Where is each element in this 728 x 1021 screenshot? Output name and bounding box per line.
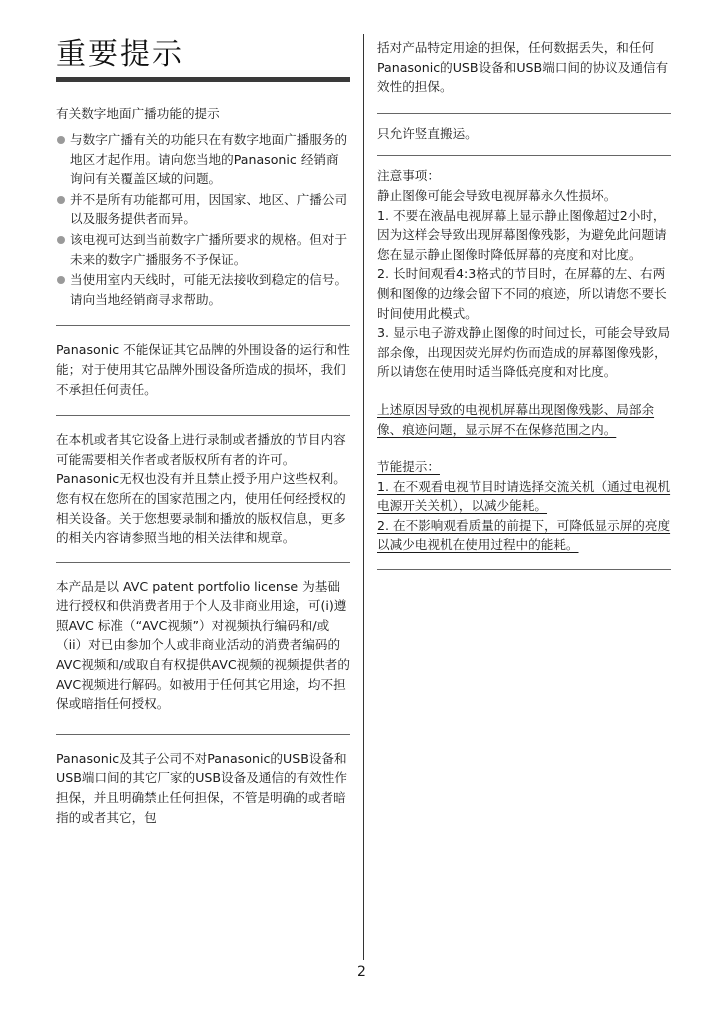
bullet-dot-icon (57, 236, 65, 244)
section-divider (56, 562, 350, 563)
section-divider (56, 325, 350, 326)
page-title: 重要提示 (56, 37, 184, 72)
title-underline-bar (56, 77, 350, 82)
usb-disclaimer-continued: 括对产品特定用途的担保，任何数据丢失，和任何Panasonic的USB设备和USB端口间的协议及通信有效性的担保。 (377, 40, 669, 95)
bullet-dot-icon (57, 276, 65, 284)
left-column (56, 36, 350, 827)
bullet-text: 该电视可达到当前数字广播所要求的规格。但对于未来的数字广播服务不予保证。 (70, 231, 348, 267)
section-divider (377, 155, 671, 156)
peripherals-paragraph: Panasonic 不能保证其它品牌的外围设备的运行和性能；对于使用其它品牌外围设备所造成的损坏，我们不承担任何责任。 (56, 342, 350, 397)
notice-item: 2. 长时间观看4:3格式的节目时，在屏幕的左、右两侧和图像的边缘会留下不同的痕迹，所以请您不要长时间使用此模式。 (377, 266, 667, 321)
list-item (56, 270, 350, 309)
page-number: 2 (357, 964, 366, 980)
section-divider (56, 415, 350, 416)
energy-item: 1. 在不观看电视节目时请选择交流关机（通过电视机电源开关关机），以减少能耗。 (377, 478, 671, 514)
column-divider (363, 34, 364, 960)
energy-title: 节能提示： (377, 459, 440, 475)
section-divider (377, 569, 671, 570)
energy-item: 2. 在不影响观看质量的前提下，可降低显示屏的亮度以减少电视机在使用过程中的能耗。 (377, 517, 671, 553)
energy-section (377, 457, 671, 555)
bullet-dot-icon (57, 196, 65, 204)
list-item (56, 230, 350, 269)
notice-item: 1. 不要在液晶电视屏幕上显示静止图像超过2小时，因为这样会导致出现屏幕图像残影，为避免此问题请您在显示静止图像时降低屏幕的亮度和对比度。 (377, 207, 667, 262)
bullet-dot-icon (57, 136, 65, 144)
dtv-heading: 有关数字地面广播功能的提示 (56, 106, 220, 121)
notice-section (377, 166, 671, 382)
list-item (56, 130, 350, 189)
usb-disclaimer-paragraph: Panasonic及其子公司不对Panasonic的USB设备和USB端口间的其它厂家的USB设备及通信的有效性作担保，并且明确禁止任何担保，不管是明确的或者暗指的或者其它，包 (56, 750, 347, 825)
transport-note: 只允许竖直搬运。 (377, 125, 478, 141)
list-item (56, 190, 350, 229)
dtv-bullet-list (56, 130, 350, 309)
bullet-text: 并不是所有功能都可用，因国家、地区、广播公司以及服务提供者而异。 (70, 191, 348, 227)
section-divider (377, 113, 671, 114)
avc-license-paragraph: 本产品是以 AVC patent portfolio license 为基础进行授权和供消费者用于个人及非商业用途，可(i)遵照AVC 标准（“AVC视频”）对视频执行编码和/或（ii）对已由参加个人或非商业活动的消费者编码的AVC视频和/或取自有权提供AVC视频的视频提供者的AVC视频进行解码。如被用于任何其它用途，均不担保或暗指任何授权。 (56, 578, 350, 712)
notice-intro: 静止图像可能会导致电视屏幕永久性损坏。 (377, 187, 617, 203)
recording-rights-paragraph: 在本机或者其它设备上进行录制或者播放的节目内容可能需要相关作者或者版权所有者的许可。Panasonic无权也没有并且禁止授予用户这些权利。您有权在您所在的国家范围之内，使用任何经授权的相关设备。关于您想要录制和播放的版权信息，更多的相关内容请参照当地的相关法律和规章。 (56, 432, 346, 546)
warranty-exclusion-note: 上述原因导致的电视机屏幕出现图像残影、局部余像、痕迹问题，显示屏不在保修范围之内。 (377, 401, 655, 437)
notice-title: 注意事项： (377, 168, 440, 184)
bullet-text: 当使用室内天线时，可能无法接收到稳定的信号。请向当地经销商寻求帮助。 (70, 272, 348, 307)
bullet-text: 与数字广播有关的功能只在有数字地面广播服务的地区才起作用。请向您当地的Panasonic 经销商询问有关覆盖区域的问题。 (70, 132, 348, 187)
notice-item: 3. 显示电子游戏静止图像的时间过长，可能会导致局部余像，出现因荧光屏灼伤而造成的屏幕图像残影，所以请您在使用时适当降低亮度和对比度。 (377, 325, 671, 380)
section-divider (56, 734, 350, 735)
right-column (377, 36, 671, 570)
